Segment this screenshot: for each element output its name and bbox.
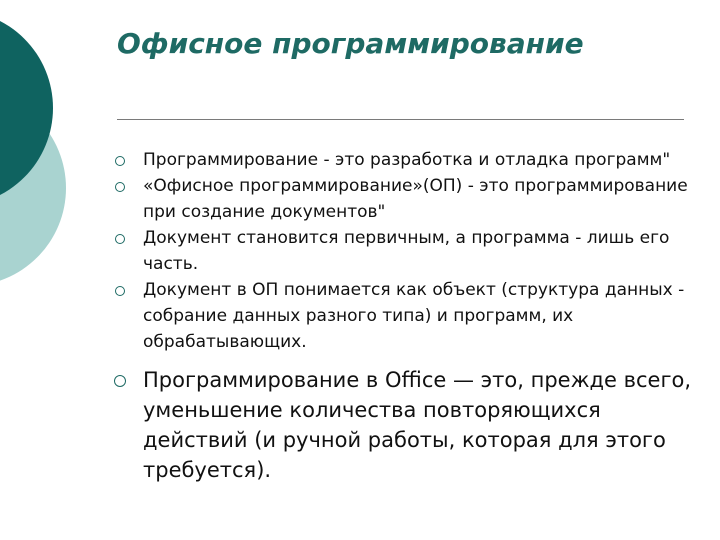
bullet-text: Документ становится первичным, а программа - лишь его часть. [143,228,670,274]
bullet-item [113,277,693,355]
bullet-list [113,147,693,485]
bullet-item [113,225,693,277]
bullet-item [113,147,693,173]
hollow-circle-bullet-icon [115,156,125,166]
hollow-circle-bullet-icon [115,286,125,296]
bullet-text: Документ в ОП понимается как объект (структура данных - собрание данных разного типа) и программ, их обрабатывающих. [143,280,685,352]
hollow-circle-bullet-icon [114,375,126,387]
bullet-item [113,173,693,225]
hollow-circle-bullet-icon [115,182,125,192]
decorative-circles-graphic [0,0,120,320]
title-divider [117,119,684,120]
bullet-item [113,365,693,485]
bullet-text: «Офисное программирование»(ОП) - это программирование при создание документов" [143,176,688,222]
hollow-circle-bullet-icon [115,234,125,244]
slide-title: Офисное программирование [117,27,584,60]
bullet-text: Программирование - это разработка и отладка программ" [143,150,671,170]
bullet-text: Программирование в Office — это, прежде всего, уменьшение количества повторяющихся действий (и ручной работы, которая для этого требуется). [143,368,691,482]
